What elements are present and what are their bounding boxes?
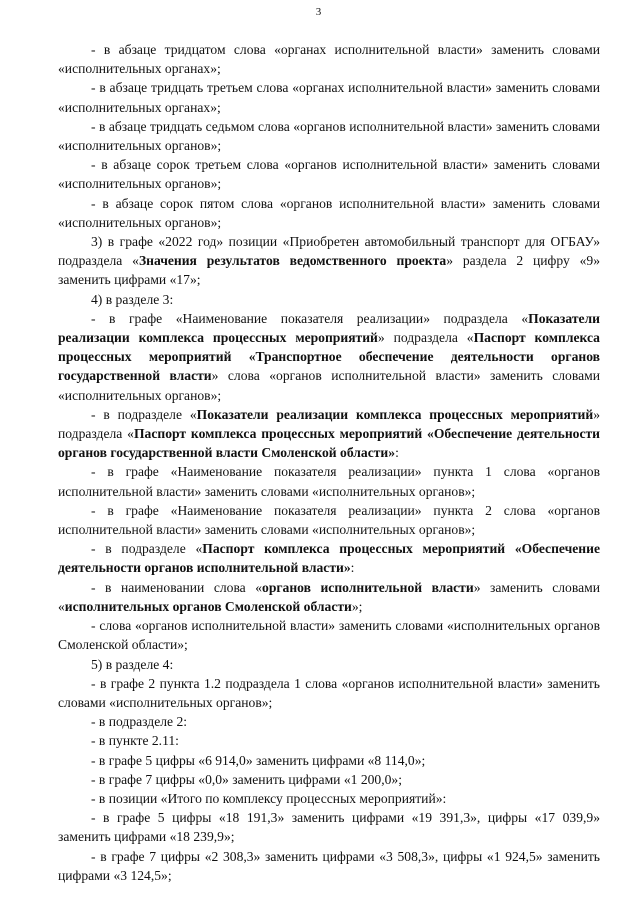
text-run: »; [351,598,363,614]
text-run: - в позиции «Итого по комплексу процессных мероприятий»: [91,790,447,806]
text-run: - в графе «Наименование показателя реализации» подраздела « [91,310,529,326]
bold-text-run: Показатели реализации комплекса процессных мероприятий [196,406,594,422]
paragraph [58,309,600,405]
text-run: - в графе «Наименование показателя реализации» пункта 1 слова «органов исполнительной власти» заменить словами «исполнительных органов»; [58,464,600,499]
text-run: - в абзаце тридцать третьем слова «органах исполнительной власти» заменить словами «исполнительных органах»; [58,80,600,115]
text-run: - в графе 5 цифры «6 914,0» заменить цифрами «8 114,0»; [91,752,426,768]
text-run: - в подразделе « [91,541,203,557]
text-run: - в абзаце сорок третьем слова «органов исполнительной власти» заменить словами «исполнительных органов»; [58,157,600,192]
paragraph [58,731,600,750]
paragraph [58,194,600,232]
text-run: - в графе 5 цифры «18 191,3» заменить цифрами «19 391,3», цифры «17 039,9» заменить цифрами «18 239,9»; [58,810,600,845]
bold-text-run: Паспорт комплекса процессных мероприятий «Обеспечение деятельности органов государственной власти Смоленской области» [58,426,601,461]
text-run: - в наименовании слова « [91,579,263,595]
paragraph [58,712,600,731]
paragraph [58,405,600,463]
text-run: - в графе 7 цифры «0,0» заменить цифрами «1 200,0»; [91,771,402,787]
paragraph [58,539,600,577]
text-run: : [395,445,399,461]
paragraph [58,578,600,616]
bold-text-run: Показатели реализации комплекса процессных мероприятий [58,310,600,346]
bold-text-run: исполнительных органов Смоленской области [64,598,352,614]
paragraph [58,155,600,193]
text-run: » заменить словами « [58,579,600,614]
text-run: - в абзаце тридцать седьмом слова «органов исполнительной власти» заменить словами «исполнительных органов»; [58,118,600,154]
text-run: » слова «органов исполнительной власти» заменить словами «исполнительных органов»; [58,368,600,403]
text-run: - в подразделе 2: [91,714,188,730]
text-run: 4) в разделе 3: [91,291,174,307]
text-run: - слова «органов исполнительной власти» заменить словами «исполнительных органов Смоленской области»; [58,618,600,653]
paragraph [58,770,600,789]
bold-text-run: Паспорт комплекса процессных мероприятий «Транспортное обеспечение деятельности органов государственной власти [58,330,600,384]
paragraph [58,789,600,808]
paragraph [58,462,600,500]
bold-text-run: Паспорт комплекса процессных мероприятий «Обеспечение деятельности органов исполнительной власти» [58,541,600,576]
text-run: » подраздела « [58,406,600,442]
text-run: 3) в графе «2022 год» позиции «Приобретен автомобильный транспорт для ОГБАУ» подраздела « [58,234,600,269]
paragraph [58,40,600,78]
paragraph [58,674,600,712]
text-run: » подраздела « [377,330,474,346]
paragraph [58,117,600,155]
text-run: - в графе 7 цифры «2 308,3» заменить цифрами «3 508,3», цифры «1 924,5» заменить цифрами «3 124,5»; [58,848,600,883]
paragraph [58,290,600,309]
paragraph [58,616,600,654]
bold-text-run: органов исполнительной власти [262,579,474,595]
text-run: 5) в разделе 4: [91,656,174,672]
paragraph [58,232,600,290]
paragraph [58,847,600,885]
paragraph [58,808,600,846]
paragraph [58,751,600,770]
paragraph [58,501,600,539]
text-run: - в пункте 2.11: [91,733,179,749]
paragraph [58,78,600,116]
text-run: - в подразделе « [91,406,197,422]
bold-text-run: Значения результатов ведомственного проекта [138,253,447,269]
text-run: - в абзаце тридцатом слова «органах исполнительной власти» заменить словами «исполнительных органах»; [58,42,600,77]
text-run: : [350,560,355,576]
text-run: - в абзаце сорок пятом слова «органов исполнительной власти» заменить словами «исполнительных органов»; [58,195,600,230]
paragraph [58,655,600,674]
text-run: - в графе 2 пункта 1.2 подраздела 1 слова «органов исполнительной власти» заменить словами «исполнительных органов»; [58,675,600,710]
text-run: » раздела 2 цифру «9» заменить цифрами «17»; [58,253,600,288]
document-body [58,40,600,885]
text-run: - в графе «Наименование показателя реализации» пункта 2 слова «органов исполнительной власти» заменить словами «исполнительных органов»; [58,502,600,538]
page-number: 3 [315,6,322,18]
